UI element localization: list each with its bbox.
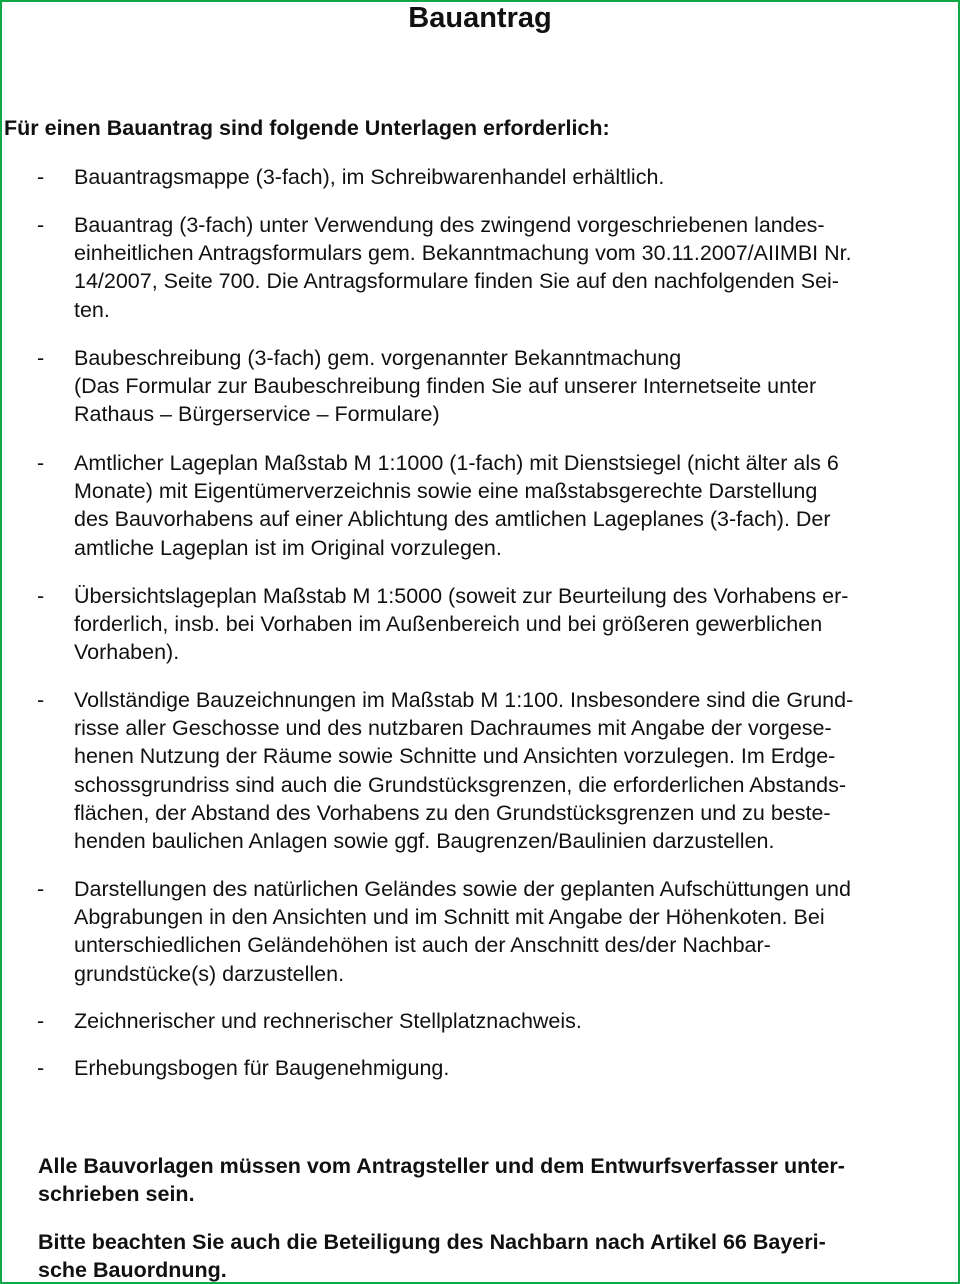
list-item-line: flächen, der Abstand des Vorhabens zu den Grundstücksgrenzen und zu beste- xyxy=(74,800,831,825)
page-title: Bauantrag xyxy=(408,2,552,34)
list-item xyxy=(2,163,960,191)
list-item-line: Abgrabungen in den Ansichten und im Schnitt mit Angabe der Höhenkoten. Bei xyxy=(74,905,825,930)
list-item-line: Darstellungen des natürlichen Geländes sowie der geplanten Aufschüttungen und xyxy=(74,877,851,901)
list-bullet: - xyxy=(37,451,45,475)
list-bullet: - xyxy=(37,165,45,189)
list-item xyxy=(2,1054,960,1082)
closing-line: Bitte beachten Sie auch die Beteiligung des Nachbarn nach Artikel 66 Bayeri- xyxy=(38,1230,826,1254)
list-item-line: ten. xyxy=(74,297,110,322)
list-bullet: - xyxy=(37,688,45,712)
list-item xyxy=(2,875,960,988)
list-bullet: - xyxy=(37,1009,45,1033)
list-item-line: Zeichnerischer und rechnerischer Stellplatznachweis. xyxy=(74,1009,582,1033)
list-item-line: amtliche Lageplan ist im Original vorzulegen. xyxy=(74,535,502,560)
list-bullet: - xyxy=(37,584,45,608)
list-item-line: Amtlicher Lageplan Maßstab M 1:1000 (1-fach) mit Dienstsiegel (nicht älter als 6 xyxy=(74,451,839,475)
list-item-line: Bauantrag (3-fach) unter Verwendung des zwingend vorgeschriebenen landes- xyxy=(74,213,825,237)
list-item xyxy=(2,344,960,429)
list-item-line: 14/2007, Seite 700. Die Antragsformulare finden Sie auf den nachfolgenden Sei- xyxy=(74,269,839,294)
list-item xyxy=(2,582,960,667)
list-item-line: forderlich, insb. bei Vorhaben im Außenbereich und bei größeren gewerblichen xyxy=(74,612,823,637)
list-item-line: henden baulichen Anlagen sowie ggf. Baugrenzen/Baulinien darzustellen. xyxy=(74,829,775,854)
list-bullet: - xyxy=(37,877,45,901)
list-item-line: einheitlichen Antragsformulars gem. Bekanntmachung vom 30.11.2007/AIIMBI Nr. xyxy=(74,241,852,266)
list-item-line: Bauantragsmappe (3-fach), im Schreibwarenhandel erhältlich. xyxy=(74,165,665,189)
list-item-line: Erhebungsbogen für Baugenehmigung. xyxy=(74,1056,450,1080)
list-bullet: - xyxy=(37,213,45,237)
closing-line: schrieben sein. xyxy=(38,1182,195,1207)
list-item-line: schossgrundriss sind auch die Grundstücksgrenzen, die erforderlichen Abstands- xyxy=(74,772,847,797)
list-item-line: Übersichtslageplan Maßstab M 1:5000 (soweit zur Beurteilung des Vorhabens er- xyxy=(74,584,849,608)
closing-paragraph xyxy=(38,1152,845,1208)
closing-line: Alle Bauvorlagen müssen vom Antragsteller und dem Entwurfsverfasser unter- xyxy=(38,1154,845,1178)
list-item-line: risse aller Geschosse und des nutzbaren Dachraumes mit Angabe der vorgese- xyxy=(74,716,832,741)
list-item-line: unterschiedlichen Geländehöhen ist auch der Anschnitt des/der Nachbar- xyxy=(74,933,771,958)
list-item xyxy=(2,211,960,324)
list-item-line: Rathaus – Bürgerservice – Formulare) xyxy=(74,402,440,427)
closing-line: sche Bauordnung. xyxy=(38,1258,227,1283)
list-item-line: grundstücke(s) darzustellen. xyxy=(74,961,345,986)
closing-paragraph xyxy=(38,1228,826,1284)
intro-heading: Für einen Bauantrag sind folgende Unterlagen erforderlich: xyxy=(4,116,610,140)
list-bullet: - xyxy=(37,346,45,370)
list-item xyxy=(2,449,960,562)
list-item-line: des Bauvorhabens auf einer Ablichtung des amtlichen Lageplanes (3-fach). Der xyxy=(74,507,831,532)
list-item-line: henen Nutzung der Räume sowie Schnitte und Ansichten vorzulegen. Im Erdge- xyxy=(74,744,836,769)
list-item xyxy=(2,1007,960,1035)
list-bullet: - xyxy=(37,1056,45,1080)
list-item-line: (Das Formular zur Baubeschreibung finden Sie auf unserer Internetseite unter xyxy=(74,374,817,399)
list-item-line: Vorhaben). xyxy=(74,640,180,665)
list-item xyxy=(2,686,960,855)
list-item-line: Baubeschreibung (3-fach) gem. vorgenannter Bekanntmachung xyxy=(74,346,682,370)
list-item-line: Vollständige Bauzeichnungen im Maßstab M 1:100. Insbesondere sind die Grund- xyxy=(74,688,854,712)
list-item-line: Monate) mit Eigentümerverzeichnis sowie eine maßstabsgerechte Darstellung xyxy=(74,479,818,504)
